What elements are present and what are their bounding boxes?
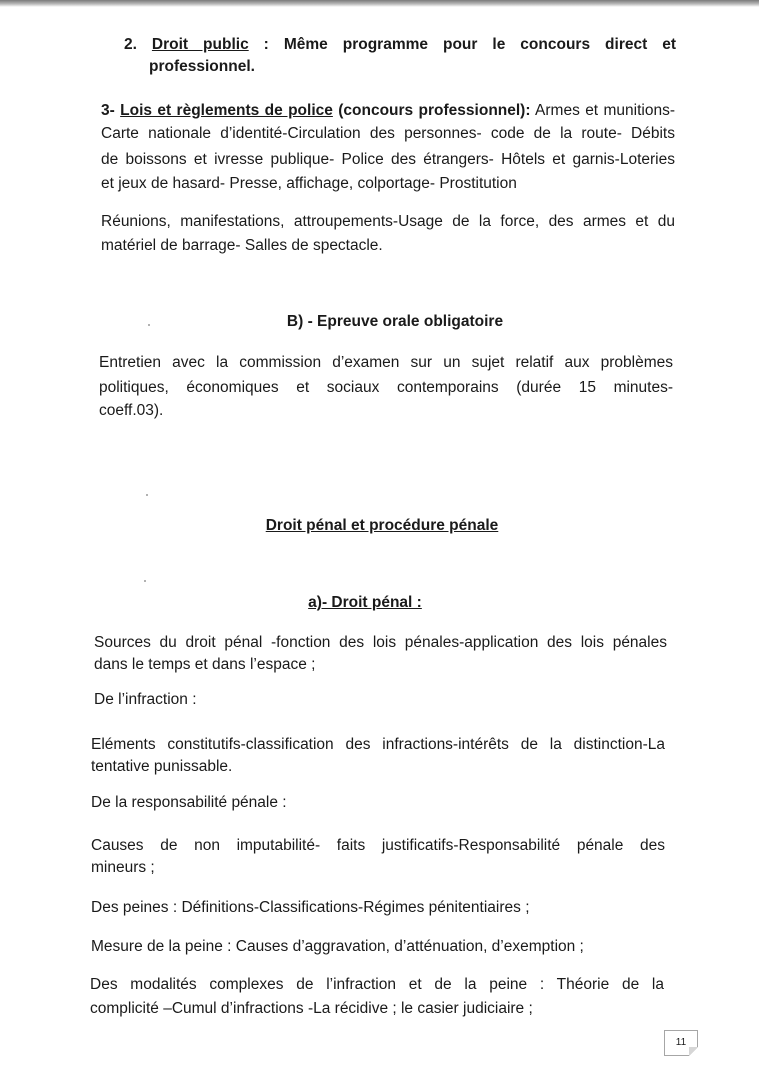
para1-line1: Sources du droit pénal -fonction des lois pénales-application des lois pénales — [94, 634, 667, 651]
oral-line1: Entretien avec la commission d’examen sur un sujet relatif aux problèmes — [99, 354, 673, 371]
item3-heading: Lois et règlements de police — [120, 102, 333, 119]
item2-number: 2. — [124, 36, 137, 53]
item2-line2: professionnel. — [149, 58, 255, 75]
para6-line1: Des peines : Définitions-Classifications-Régimes pénitentiaires ; — [91, 899, 530, 916]
para3-line1: Eléments constitutifs-classification des infractions-intérêts de la distinction-La — [91, 736, 665, 753]
item2-heading: Droit public — [151, 36, 249, 53]
section-title: Droit pénal et procédure pénale — [265, 517, 499, 534]
para5-line1: Causes de non imputabilité- faits justificatifs-Responsabilité pénale des — [91, 837, 665, 854]
oral-line2: politiques, économiques et sociaux contemporains (durée 15 minutes- — [99, 379, 673, 396]
item3-line1: 3- Lois et règlements de police (concours professionnel): Armes et munitions- — [101, 102, 675, 119]
para5-line2: mineurs ; — [91, 859, 155, 876]
para2-line1: De l’infraction : — [94, 691, 197, 708]
para3-line2: tentative punissable. — [91, 758, 233, 775]
item3-line3: de boissons et ivresse publique- Police des étrangers- Hôtels et garnis-Loteries — [101, 151, 675, 168]
item3-line4: et jeux de hasard- Presse, affichage, colportage- Prostitution — [101, 175, 517, 192]
oral-line3: coeff.03). — [99, 402, 164, 419]
para8-line1: Des modalités complexes de l’infraction et de la peine : Théorie de la — [90, 976, 664, 993]
para8-line2: complicité –Cumul d’infractions -La récidive ; le casier judiciaire ; — [90, 1000, 533, 1017]
item3-para2-line1: Réunions, manifestations, attroupements-Usage de la force, des armes et du — [101, 213, 675, 230]
scan-speck — [144, 580, 146, 582]
para7-line1: Mesure de la peine : Causes d’aggravation, d’atténuation, d’exemption ; — [91, 938, 584, 955]
para4-line1: De la responsabilité pénale : — [91, 794, 287, 811]
scan-top-edge — [0, 0, 759, 7]
scan-speck — [146, 494, 148, 496]
oral-heading: B) - Epreuve orale obligatoire — [286, 313, 504, 330]
item3-line2: Carte nationale d’identité-Circulation des personnes- code de la route- Débits — [101, 125, 675, 142]
page-number: 11 — [664, 1030, 698, 1056]
scan-speck — [148, 324, 150, 326]
subsection-title: a)- Droit pénal : — [308, 594, 422, 611]
para1-line2: dans le temps et dans l’espace ; — [94, 656, 316, 673]
item2-line1: 2. Droit public : Même programme pour le concours direct et — [124, 36, 677, 53]
item3-para2-line2: matériel de barrage- Salles de spectacle. — [101, 237, 383, 254]
